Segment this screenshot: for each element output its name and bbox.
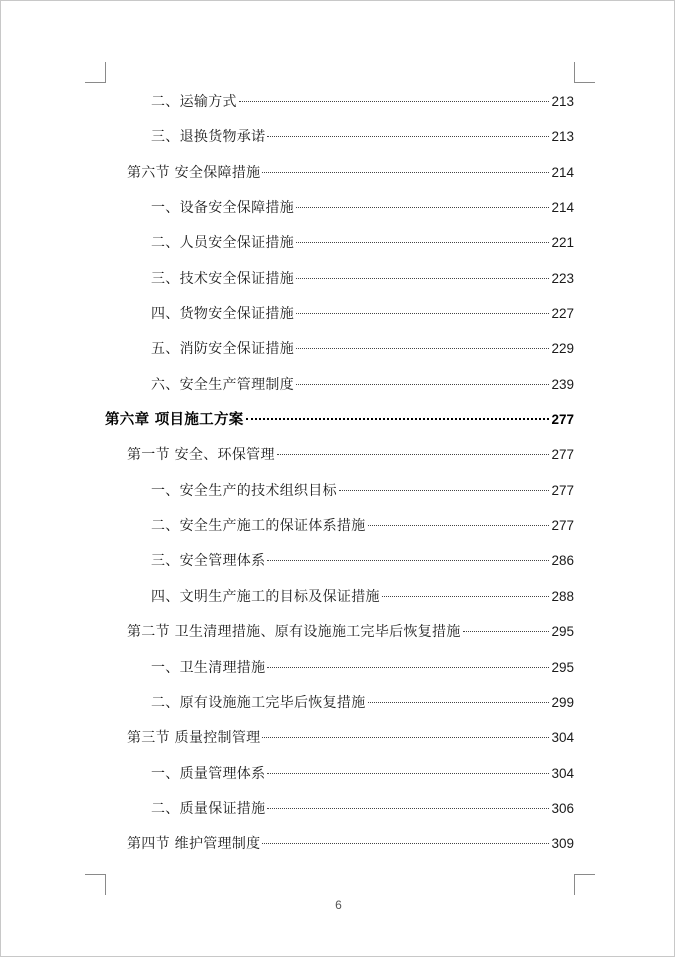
toc-dot-leader <box>267 808 549 809</box>
toc-dot-leader <box>296 384 549 385</box>
toc-entry-title: 二、运输方式 <box>151 94 237 110</box>
toc-entry-item[interactable] <box>105 756 574 791</box>
toc-entry-item[interactable] <box>105 261 574 296</box>
toc-entry-item[interactable] <box>105 190 574 225</box>
toc-dot-leader <box>382 596 550 597</box>
toc-entry-item[interactable] <box>105 331 574 366</box>
toc-dot-leader <box>296 313 549 314</box>
toc-dot-leader <box>296 242 549 243</box>
toc-entry-page-number: 239 <box>551 376 574 392</box>
toc-dot-leader <box>296 207 549 208</box>
toc-entry-page-number: 277 <box>551 447 574 463</box>
toc-dot-leader <box>368 702 550 703</box>
toc-dot-leader <box>339 490 550 491</box>
toc-entry-page-number: 299 <box>551 694 574 710</box>
toc-dot-leader <box>267 136 549 137</box>
toc-dot-leader <box>267 667 549 668</box>
toc-entry-title: 五、消防安全保证措施 <box>151 341 294 358</box>
toc-dot-leader <box>262 843 549 844</box>
toc-entry-page-number: 309 <box>551 836 574 852</box>
toc-entry-title: 第六章 项目施工方案 <box>105 411 244 429</box>
toc-entry-title: 二、人员安全保证措施 <box>151 235 294 252</box>
toc-entry-title: 三、安全管理体系 <box>151 553 266 570</box>
toc-entry-page-number: 295 <box>551 624 574 640</box>
toc-dot-leader <box>239 101 550 102</box>
toc-entry-item[interactable] <box>105 650 574 685</box>
toc-entry-title: 二、原有设施施工完毕后恢复措施 <box>151 694 366 711</box>
toc-dot-leader <box>262 737 549 738</box>
toc-entry-page-number: 277 <box>551 518 574 534</box>
toc-dot-leader <box>246 418 550 420</box>
toc-entry-page-number: 277 <box>551 482 574 498</box>
toc-entry-item[interactable] <box>105 579 574 614</box>
toc-entry-title: 一、卫生清理措施 <box>151 659 266 676</box>
toc-dot-leader <box>296 348 549 349</box>
toc-entry-title: 四、货物安全保证措施 <box>151 306 294 323</box>
toc-entry-page-number: 214 <box>551 200 574 216</box>
toc-entry-item[interactable] <box>105 543 574 578</box>
toc-dot-leader <box>296 278 549 279</box>
toc-entry-title: 第六节 安全保障措施 <box>127 164 261 181</box>
toc-entry-page-number: 223 <box>551 270 574 286</box>
toc-entry-section[interactable] <box>105 614 574 649</box>
toc-entry-title: 第二节 卫生清理措施、原有设施施工完毕后恢复措施 <box>127 624 461 641</box>
toc-dot-leader <box>463 631 550 632</box>
toc-entry-page-number: 213 <box>551 94 574 109</box>
toc-dot-leader <box>368 525 550 526</box>
toc-entry-page-number: 286 <box>551 553 574 569</box>
toc-entry-item[interactable] <box>105 84 574 119</box>
toc-entry-item[interactable] <box>105 225 574 260</box>
toc-entry-title: 二、质量保证措施 <box>151 800 266 817</box>
toc-entry-item[interactable] <box>105 508 574 543</box>
toc-entry-title: 六、安全生产管理制度 <box>151 376 294 393</box>
toc-entry-title: 第一节 安全、环保管理 <box>127 447 275 464</box>
toc-entry-title: 三、退换货物承诺 <box>151 129 266 146</box>
toc-dot-leader <box>262 172 549 173</box>
toc-entry-item[interactable] <box>105 367 574 402</box>
toc-entry-page-number: 304 <box>551 765 574 781</box>
toc-entry-page-number: 295 <box>551 659 574 675</box>
toc-entry-page-number: 288 <box>551 588 574 604</box>
toc-entry-item[interactable] <box>105 791 574 826</box>
toc-entry-title: 第四节 维护管理制度 <box>127 836 261 853</box>
toc-entry-item[interactable] <box>105 473 574 508</box>
toc-dot-leader <box>277 454 550 455</box>
toc-entry-section[interactable] <box>105 826 574 861</box>
toc-entry-item[interactable] <box>105 685 574 720</box>
toc-entry-title: 第三节 质量控制管理 <box>127 730 261 747</box>
toc-entry-chapter[interactable] <box>105 402 574 437</box>
toc-entry-title: 一、设备安全保障措施 <box>151 200 294 217</box>
toc-entry-item[interactable] <box>105 119 574 154</box>
toc-entry-title: 一、安全生产的技术组织目标 <box>151 482 337 499</box>
toc-entry-section[interactable] <box>105 720 574 755</box>
toc-dot-leader <box>267 560 549 561</box>
toc-entry-page-number: 277 <box>551 412 574 428</box>
margin-corner-bottom-right <box>574 874 595 895</box>
toc-entry-page-number: 227 <box>551 306 574 322</box>
toc-entry-page-number: 214 <box>551 164 574 180</box>
toc-entry-section[interactable] <box>105 155 574 190</box>
table-of-contents <box>105 84 574 862</box>
toc-entry-title: 四、文明生产施工的目标及保证措施 <box>151 588 380 605</box>
margin-corner-top-left <box>85 62 106 83</box>
margin-corner-top-right <box>574 62 595 83</box>
toc-dot-leader <box>267 773 549 774</box>
toc-entry-page-number: 221 <box>551 235 574 251</box>
toc-entry-page-number: 306 <box>551 800 574 816</box>
toc-entry-title: 一、质量管理体系 <box>151 765 266 782</box>
toc-entry-item[interactable] <box>105 296 574 331</box>
page-number: 6 <box>335 898 342 912</box>
toc-entry-page-number: 304 <box>551 730 574 746</box>
toc-entry-section[interactable] <box>105 437 574 472</box>
toc-entry-page-number: 229 <box>551 341 574 357</box>
margin-corner-bottom-left <box>85 874 106 895</box>
toc-entry-page-number: 213 <box>551 129 574 145</box>
toc-entry-title: 二、安全生产施工的保证体系措施 <box>151 518 366 535</box>
toc-entry-title: 三、技术安全保证措施 <box>151 270 294 287</box>
